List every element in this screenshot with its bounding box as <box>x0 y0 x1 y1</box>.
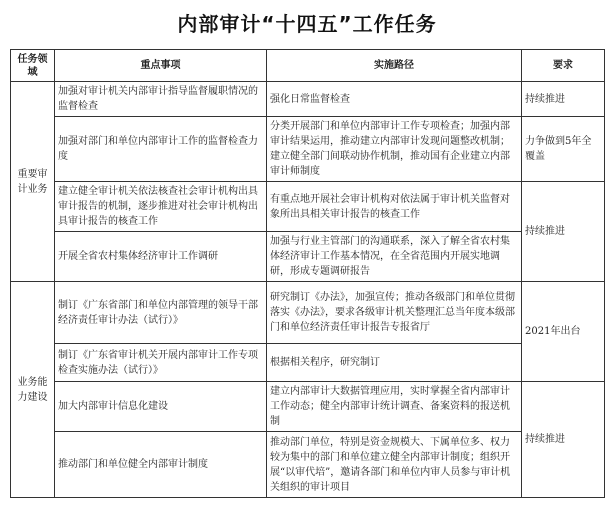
focus-cell: 加强对审计机关内部审计指导监督履职情况的监督检查 <box>55 82 267 117</box>
focus-cell: 建立健全审计机关依法核查社会审计机构出具审计报告的机制，逐步推进对社会审计机构出具审计报告的核查工作 <box>55 182 267 232</box>
focus-cell: 制订《广东省部门和单位内部管理的领导干部经济责任审计办法（试行）》 <box>55 282 267 344</box>
field-cell: 业务能力建设 <box>11 282 55 498</box>
table-row <box>11 82 605 117</box>
path-cell: 研究制订《办法》，加强宣传；推动各级部门和单位贯彻落实《办法》，要求各级审计机关整理汇总当年度本级部门和单位经济责任审计报告专报省厅 <box>267 282 522 344</box>
header-field: 任务领域 <box>11 50 55 82</box>
table-row <box>11 382 605 432</box>
table-row <box>11 344 605 382</box>
req-cell: 持续推进 <box>522 382 605 498</box>
focus-cell: 加强对部门和单位内部审计工作的监督检查力度 <box>55 117 267 182</box>
path-cell: 根据相关程序，研究制订 <box>267 344 522 382</box>
task-table <box>10 49 605 498</box>
table-row <box>11 282 605 344</box>
path-cell: 建立内部审计大数据管理应用，实时掌握全省内部审计工作动态；健全内部审计统计调查、备案资料的报送机制 <box>267 382 522 432</box>
focus-cell: 推动部门和单位健全内部审计制度 <box>55 432 267 498</box>
req-cell: 力争做到5年全覆盖 <box>522 117 605 182</box>
req-cell: 持续推进 <box>522 182 605 282</box>
table-header-row <box>11 50 605 82</box>
table-row <box>11 432 605 498</box>
header-focus: 重点事项 <box>55 50 267 82</box>
req-cell: 持续推进 <box>522 82 605 117</box>
focus-cell: 开展全省农村集体经济审计工作调研 <box>55 232 267 282</box>
page-title: 内部审计“十四五”工作任务 <box>177 12 437 36</box>
path-cell: 有重点地开展社会审计机构对依法属于审计机关监督对象所出具相关审计报告的核查工作 <box>267 182 522 232</box>
header-path: 实施路径 <box>267 50 522 82</box>
field-cell: 重要审计业务 <box>11 82 55 282</box>
table-row <box>11 117 605 182</box>
header-req: 要求 <box>522 50 605 82</box>
table-row <box>11 232 605 282</box>
table-row <box>11 182 605 232</box>
req-cell: 2021年出台 <box>522 282 605 382</box>
focus-cell: 制订《广东省审计机关开展内部审计工作专项检查实施办法（试行）》 <box>55 344 267 382</box>
path-cell: 分类开展部门和单位内部审计工作专项检查；加强内部审计结果运用，推动建立内部审计发现问题整改机制；建立健全部门间联动协作机制，推动国有企业建立内部审计师制度 <box>267 117 522 182</box>
focus-cell: 加大内部审计信息化建设 <box>55 382 267 432</box>
path-cell: 强化日常监督检查 <box>267 82 522 117</box>
path-cell: 加强与行业主管部门的沟通联系，深入了解全省农村集体经济审计工作基本情况，在全省范围内开展实地调研，形成专题调研报告 <box>267 232 522 282</box>
path-cell: 推动部门单位，特别是资金规模大、下属单位多、权力较为集中的部门和单位建立健全内部审计制度；组织开展“以审代培”，邀请各部门和单位内审人员参与审计机关组织的审计项目 <box>267 432 522 498</box>
